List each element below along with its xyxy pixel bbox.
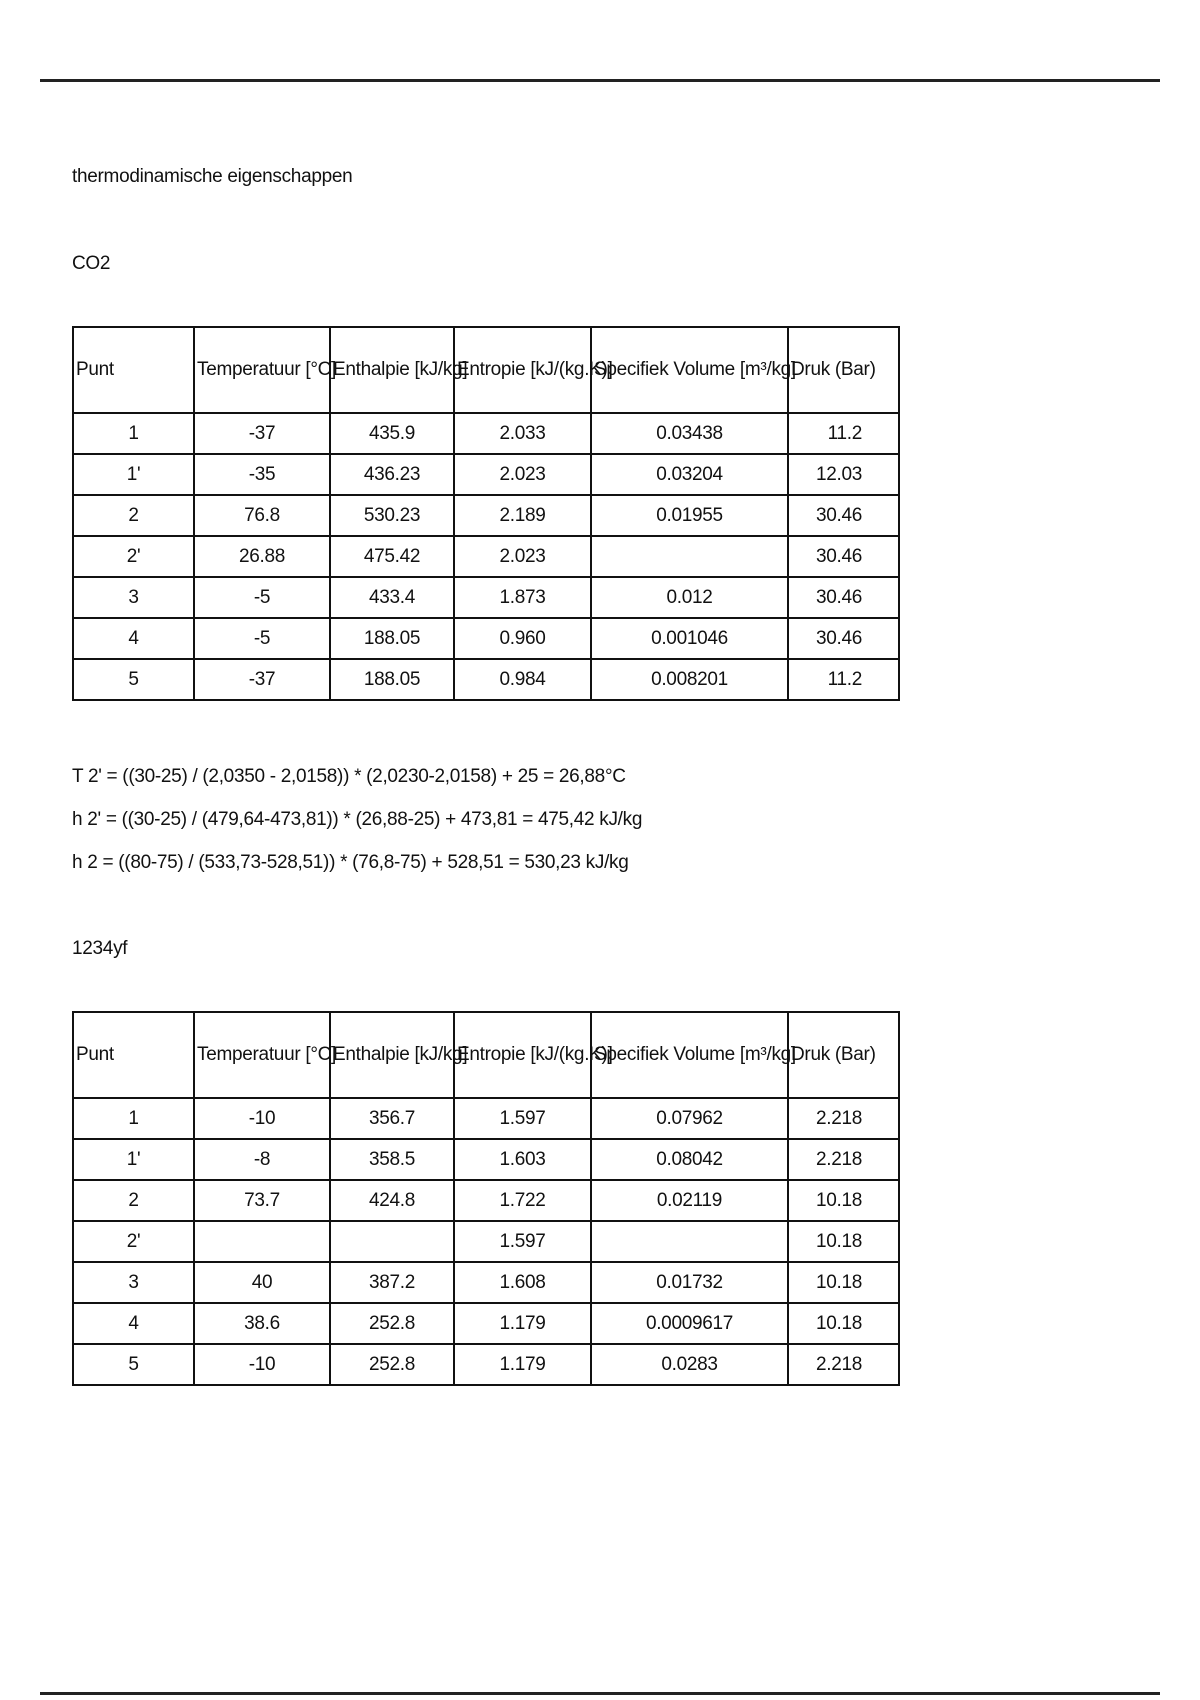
cell-enthalpie bbox=[330, 1221, 454, 1262]
cell-punt: 1 bbox=[73, 413, 194, 454]
cell-temperatuur bbox=[194, 1221, 330, 1262]
cell-enthalpie: 252.8 bbox=[330, 1344, 454, 1385]
cell-temperatuur: 40 bbox=[194, 1262, 330, 1303]
cell-temperatuur: -10 bbox=[194, 1344, 330, 1385]
column-header-druk: Druk (Bar) bbox=[788, 1012, 899, 1098]
cell-punt: 1' bbox=[73, 1139, 194, 1180]
bottom-divider bbox=[40, 1692, 1160, 1695]
cell-volume: 0.03438 bbox=[591, 413, 788, 454]
cell-enthalpie: 433.4 bbox=[330, 577, 454, 618]
cell-punt: 5 bbox=[73, 659, 194, 700]
cell-volume: 0.008201 bbox=[591, 659, 788, 700]
table-header-row bbox=[73, 1012, 899, 1098]
cell-druk: 10.18 bbox=[788, 1303, 899, 1344]
table-row bbox=[73, 1303, 899, 1344]
cell-entropie: 1.179 bbox=[454, 1303, 591, 1344]
column-header-druk: Druk (Bar) bbox=[788, 327, 899, 413]
cell-volume: 0.01955 bbox=[591, 495, 788, 536]
cell-punt: 2 bbox=[73, 495, 194, 536]
cell-temperatuur: -10 bbox=[194, 1098, 330, 1139]
cell-temperatuur: -35 bbox=[194, 454, 330, 495]
cell-temperatuur: 73.7 bbox=[194, 1180, 330, 1221]
table-row bbox=[73, 1139, 899, 1180]
table-row bbox=[73, 659, 899, 700]
r1234yf-properties-table bbox=[72, 1011, 900, 1386]
cell-druk: 2.218 bbox=[788, 1098, 899, 1139]
cell-enthalpie: 436.23 bbox=[330, 454, 454, 495]
cell-druk: 11.2 bbox=[788, 413, 899, 454]
cell-entropie: 1.179 bbox=[454, 1344, 591, 1385]
cell-druk: 30.46 bbox=[788, 618, 899, 659]
cell-punt: 5 bbox=[73, 1344, 194, 1385]
column-header-entropie: Entropie [kJ/(kg.K)] bbox=[454, 1012, 591, 1098]
cell-temperatuur: -5 bbox=[194, 577, 330, 618]
cell-punt: 2 bbox=[73, 1180, 194, 1221]
cell-punt: 3 bbox=[73, 1262, 194, 1303]
cell-punt: 3 bbox=[73, 577, 194, 618]
cell-punt: 2' bbox=[73, 1221, 194, 1262]
cell-entropie: 2.023 bbox=[454, 454, 591, 495]
cell-entropie: 1.603 bbox=[454, 1139, 591, 1180]
cell-enthalpie: 356.7 bbox=[330, 1098, 454, 1139]
cell-enthalpie: 188.05 bbox=[330, 659, 454, 700]
cell-entropie: 1.873 bbox=[454, 577, 591, 618]
column-header-volume: Specifiek Volume [m³/kg] bbox=[591, 1012, 788, 1098]
cell-volume: 0.01732 bbox=[591, 1262, 788, 1303]
cell-temperatuur: 38.6 bbox=[194, 1303, 330, 1344]
cell-punt: 4 bbox=[73, 618, 194, 659]
column-header-punt: Punt bbox=[73, 327, 194, 413]
column-header-temperatuur: Temperatuur [°C] bbox=[194, 1012, 330, 1098]
cell-druk: 30.46 bbox=[788, 536, 899, 577]
column-header-punt: Punt bbox=[73, 1012, 194, 1098]
formula-h2-prime: h 2' = ((30-25) / (479,64-473,81)) * (26,88-25) + 473,81 = 475,42 kJ/kg bbox=[72, 809, 643, 830]
column-header-volume: Specifiek Volume [m³/kg] bbox=[591, 327, 788, 413]
cell-druk: 11.2 bbox=[788, 659, 899, 700]
table-row bbox=[73, 577, 899, 618]
cell-druk: 2.218 bbox=[788, 1139, 899, 1180]
cell-enthalpie: 530.23 bbox=[330, 495, 454, 536]
cell-temperatuur: -37 bbox=[194, 413, 330, 454]
cell-druk: 2.218 bbox=[788, 1344, 899, 1385]
top-divider bbox=[40, 79, 1160, 82]
table-row bbox=[73, 618, 899, 659]
cell-druk: 30.46 bbox=[788, 495, 899, 536]
cell-enthalpie: 475.42 bbox=[330, 536, 454, 577]
section-title-1234yf: 1234yf bbox=[72, 938, 128, 959]
table-row bbox=[73, 1180, 899, 1221]
cell-entropie: 0.984 bbox=[454, 659, 591, 700]
cell-enthalpie: 435.9 bbox=[330, 413, 454, 454]
table-row bbox=[73, 1098, 899, 1139]
cell-volume: 0.012 bbox=[591, 577, 788, 618]
table-row bbox=[73, 536, 899, 577]
cell-enthalpie: 387.2 bbox=[330, 1262, 454, 1303]
table-header-row bbox=[73, 327, 899, 413]
cell-punt: 2' bbox=[73, 536, 194, 577]
cell-volume bbox=[591, 1221, 788, 1262]
cell-punt: 4 bbox=[73, 1303, 194, 1344]
column-header-entropie: Entropie [kJ/(kg.K)] bbox=[454, 327, 591, 413]
cell-enthalpie: 188.05 bbox=[330, 618, 454, 659]
table-row bbox=[73, 1262, 899, 1303]
cell-volume bbox=[591, 536, 788, 577]
cell-volume: 0.0009617 bbox=[591, 1303, 788, 1344]
cell-druk: 10.18 bbox=[788, 1262, 899, 1303]
cell-entropie: 2.189 bbox=[454, 495, 591, 536]
cell-druk: 12.03 bbox=[788, 454, 899, 495]
cell-volume: 0.02119 bbox=[591, 1180, 788, 1221]
cell-volume: 0.08042 bbox=[591, 1139, 788, 1180]
column-header-enthalpie: Enthalpie [kJ/kg] bbox=[330, 327, 454, 413]
cell-entropie: 2.023 bbox=[454, 536, 591, 577]
cell-temperatuur: 26.88 bbox=[194, 536, 330, 577]
column-header-temperatuur: Temperatuur [°C] bbox=[194, 327, 330, 413]
cell-entropie: 0.960 bbox=[454, 618, 591, 659]
section-title-co2: CO2 bbox=[72, 253, 111, 274]
cell-punt: 1' bbox=[73, 454, 194, 495]
column-header-enthalpie: Enthalpie [kJ/kg] bbox=[330, 1012, 454, 1098]
formula-h2: h 2 = ((80-75) / (533,73-528,51)) * (76,8-75) + 528,51 = 530,23 kJ/kg bbox=[72, 852, 629, 873]
cell-volume: 0.07962 bbox=[591, 1098, 788, 1139]
cell-entropie: 1.597 bbox=[454, 1221, 591, 1262]
cell-temperatuur: 76.8 bbox=[194, 495, 330, 536]
cell-temperatuur: -8 bbox=[194, 1139, 330, 1180]
cell-druk: 10.18 bbox=[788, 1221, 899, 1262]
cell-enthalpie: 252.8 bbox=[330, 1303, 454, 1344]
cell-druk: 10.18 bbox=[788, 1180, 899, 1221]
cell-entropie: 1.597 bbox=[454, 1098, 591, 1139]
cell-entropie: 2.033 bbox=[454, 413, 591, 454]
cell-volume: 0.0283 bbox=[591, 1344, 788, 1385]
cell-volume: 0.001046 bbox=[591, 618, 788, 659]
table-row bbox=[73, 1221, 899, 1262]
cell-temperatuur: -37 bbox=[194, 659, 330, 700]
document-heading: thermodinamische eigenschappen bbox=[72, 166, 353, 187]
table-row bbox=[73, 1344, 899, 1385]
co2-properties-table bbox=[72, 326, 900, 701]
cell-volume: 0.03204 bbox=[591, 454, 788, 495]
table-row bbox=[73, 454, 899, 495]
table-row bbox=[73, 495, 899, 536]
table-row bbox=[73, 413, 899, 454]
cell-enthalpie: 358.5 bbox=[330, 1139, 454, 1180]
cell-enthalpie: 424.8 bbox=[330, 1180, 454, 1221]
cell-entropie: 1.608 bbox=[454, 1262, 591, 1303]
r1234yf-table-body bbox=[73, 1098, 899, 1385]
cell-entropie: 1.722 bbox=[454, 1180, 591, 1221]
co2-table-body bbox=[73, 413, 899, 700]
cell-temperatuur: -5 bbox=[194, 618, 330, 659]
cell-druk: 30.46 bbox=[788, 577, 899, 618]
formula-t2-prime: T 2' = ((30-25) / (2,0350 - 2,0158)) * (2,0230-2,0158) + 25 = 26,88°C bbox=[72, 766, 626, 787]
cell-punt: 1 bbox=[73, 1098, 194, 1139]
